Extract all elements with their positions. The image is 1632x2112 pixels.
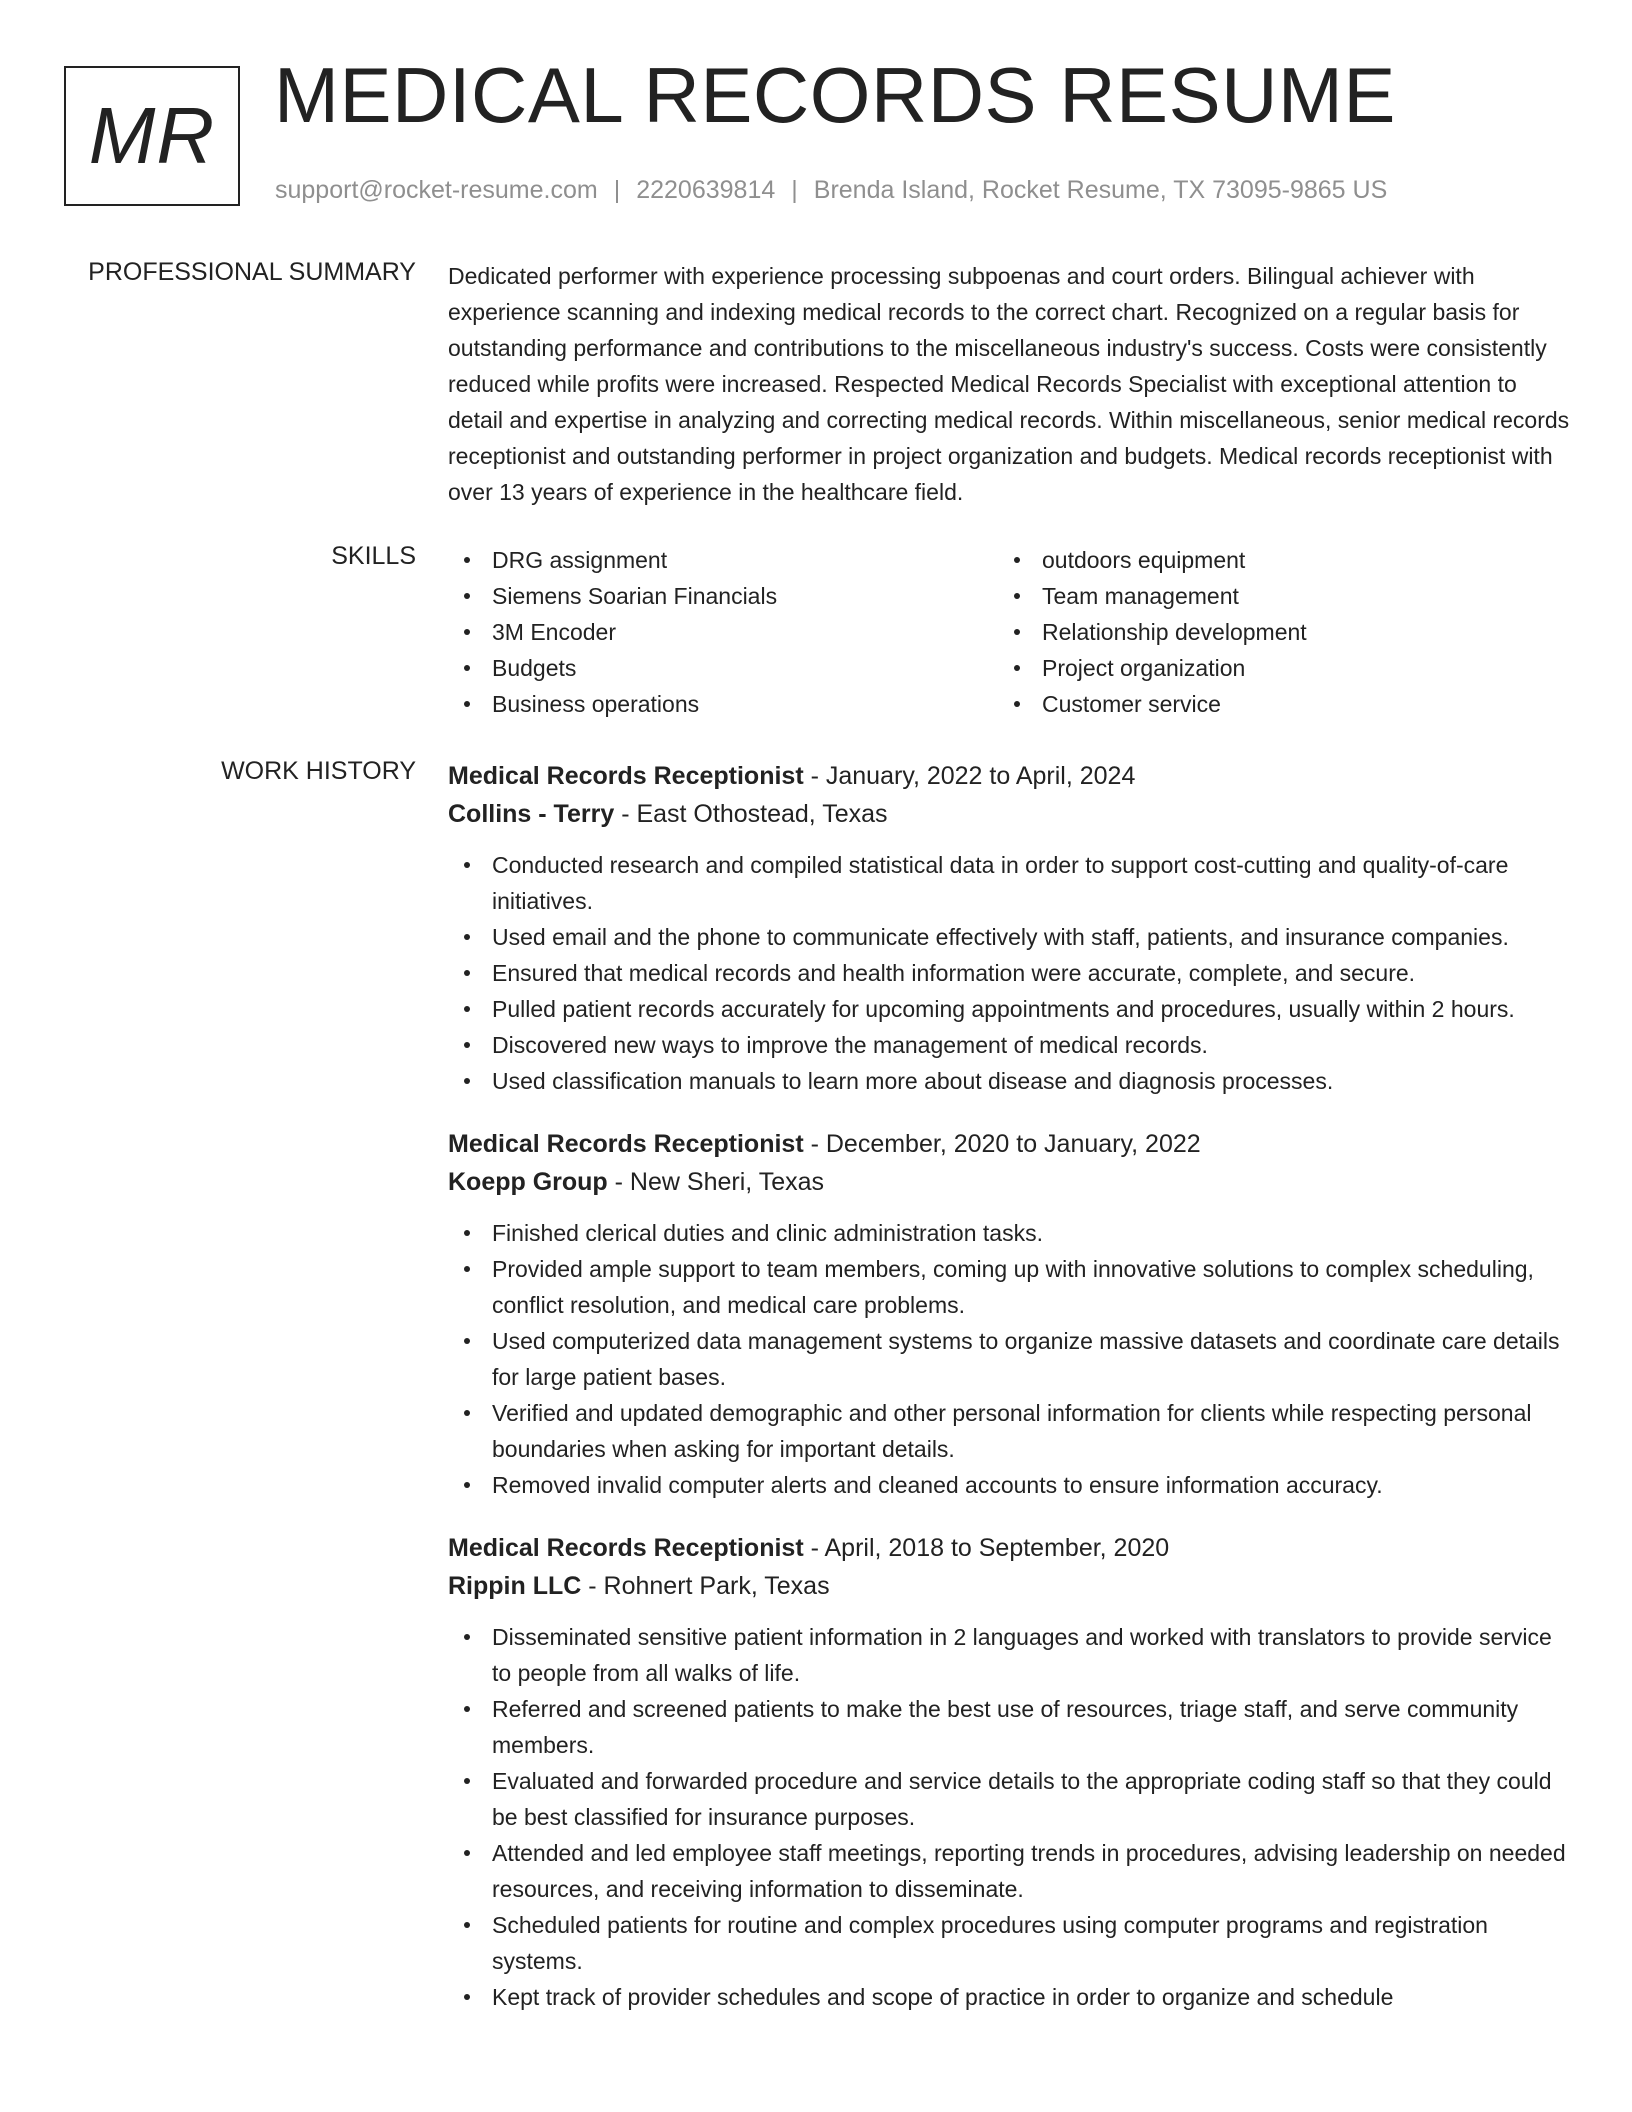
job-duty: Finished clerical duties and clinic administration tasks. [448, 1215, 1570, 1251]
job-duties-list [448, 847, 1570, 1099]
job-duty: Referred and screened patients to make the best use of resources, triage staff, and serve community members. [448, 1691, 1570, 1763]
job-duty: Conducted research and compiled statistical data in order to support cost-cutting and quality-of-care initiatives. [448, 847, 1570, 919]
job-duty: Disseminated sensitive patient information in 2 languages and worked with translators to provide service to people from all walks of life. [448, 1619, 1570, 1691]
job-entry [448, 1529, 1570, 2015]
job-duty: Used classification manuals to learn more about disease and diagnosis processes. [448, 1063, 1570, 1099]
skill-item: outdoors equipment [998, 542, 1548, 578]
job-title: Medical Records Receptionist [448, 1130, 804, 1158]
contact-separator: | [613, 176, 621, 204]
job-location: - East Othostead, Texas [614, 800, 888, 828]
job-company-line [448, 1567, 1570, 1605]
skill-item: Business operations [448, 686, 998, 722]
job-dates: - December, 2020 to January, 2022 [803, 1130, 1201, 1158]
skill-item: Budgets [448, 650, 998, 686]
job-duty: Discovered new ways to improve the management of medical records. [448, 1027, 1570, 1063]
contact-phone[interactable]: 2220639814 [636, 176, 776, 204]
job-title: Medical Records Receptionist [448, 1534, 804, 1562]
contact-email[interactable]: support@rocket-resume.com [275, 176, 598, 204]
job-title-line [448, 1125, 1570, 1163]
resume-title: MEDICAL RECORDS RESUME [274, 51, 1396, 139]
job-duty: Ensured that medical records and health information were accurate, complete, and secure. [448, 955, 1570, 991]
skill-item: Siemens Soarian Financials [448, 578, 998, 614]
monogram-text: MR [88, 91, 216, 180]
skills-list-right [998, 542, 1548, 722]
work-history-heading: WORK HISTORY [221, 757, 416, 785]
skill-item: Customer service [998, 686, 1548, 722]
job-duty: Removed invalid computer alerts and cleaned accounts to ensure information accuracy. [448, 1467, 1570, 1503]
job-duty: Verified and updated demographic and other personal information for clients while respecting personal boundaries when asking for important details. [448, 1395, 1570, 1467]
job-title-line [448, 757, 1570, 795]
job-entry [448, 1125, 1570, 1503]
job-duty: Used computerized data management systems to organize massive datasets and coordinate care details for large patient bases. [448, 1323, 1570, 1395]
job-company: Rippin LLC [448, 1572, 582, 1600]
skill-item: DRG assignment [448, 542, 998, 578]
job-company-line [448, 1163, 1570, 1201]
skills-heading: SKILLS [331, 542, 416, 570]
job-duties-list [448, 1215, 1570, 1503]
job-title: Medical Records Receptionist [448, 762, 804, 790]
contact-line [275, 176, 1387, 205]
job-title-line [448, 1529, 1570, 1567]
job-duties-list [448, 1619, 1570, 2015]
job-duty: Evaluated and forwarded procedure and service details to the appropriate coding staff so that they could be best classified for insurance purposes. [448, 1763, 1570, 1835]
job-company: Koepp Group [448, 1168, 608, 1196]
summary-body [448, 258, 1570, 510]
contact-address: Brenda Island, Rocket Resume, TX 73095-9865 US [813, 176, 1388, 204]
job-duty: Provided ample support to team members, coming up with innovative solutions to complex scheduling, conflict resolution, and medical care problems. [448, 1251, 1570, 1323]
work-history-body [448, 757, 1570, 2041]
job-entry [448, 757, 1570, 1099]
job-duty: Scheduled patients for routine and complex procedures using computer programs and registration systems. [448, 1907, 1570, 1979]
job-duty: Pulled patient records accurately for upcoming appointments and procedures, usually within 2 hours. [448, 991, 1570, 1027]
job-location: - New Sheri, Texas [607, 1168, 825, 1196]
skill-item: 3M Encoder [448, 614, 998, 650]
job-duty: Attended and led employee staff meetings, reporting trends in procedures, advising leadership on needed resources, and receiving information to disseminate. [448, 1835, 1570, 1907]
skills-body [448, 542, 1570, 722]
contact-separator: | [791, 176, 798, 204]
monogram-logo [64, 66, 240, 206]
job-duty: Used email and the phone to communicate effectively with staff, patients, and insurance companies. [448, 919, 1570, 955]
job-duty: Kept track of provider schedules and scope of practice in order to organize and schedule [448, 1979, 1570, 2015]
skill-item: Team management [998, 578, 1548, 614]
summary-heading: PROFESSIONAL SUMMARY [88, 258, 416, 286]
job-dates: - January, 2022 to April, 2024 [803, 762, 1136, 790]
skill-item: Relationship development [998, 614, 1548, 650]
job-dates: - April, 2018 to September, 2020 [803, 1534, 1170, 1562]
skills-list-left [448, 542, 998, 722]
job-location: - Rohnert Park, Texas [581, 1572, 830, 1600]
summary-text: Dedicated performer with experience processing subpoenas and court orders. Bilingual achiever with experience scanning and indexing medical records to the correct chart. Recognized on a regular basis for outstanding performance and contributions to the miscellaneous industry's success. Costs were consistently reduced while profits were increased. Respected Medical Records Specialist with exceptional attention to detail and expertise in analyzing and correcting medical records. Within miscellaneous, senior medical records receptionist and outstanding performer in project organization and budgets. Medical records receptionist with over 13 years of experience in the healthcare field. [448, 263, 1570, 505]
job-company-line [448, 795, 1570, 833]
skill-item: Project organization [998, 650, 1548, 686]
job-company: Collins - Terry [448, 800, 615, 828]
